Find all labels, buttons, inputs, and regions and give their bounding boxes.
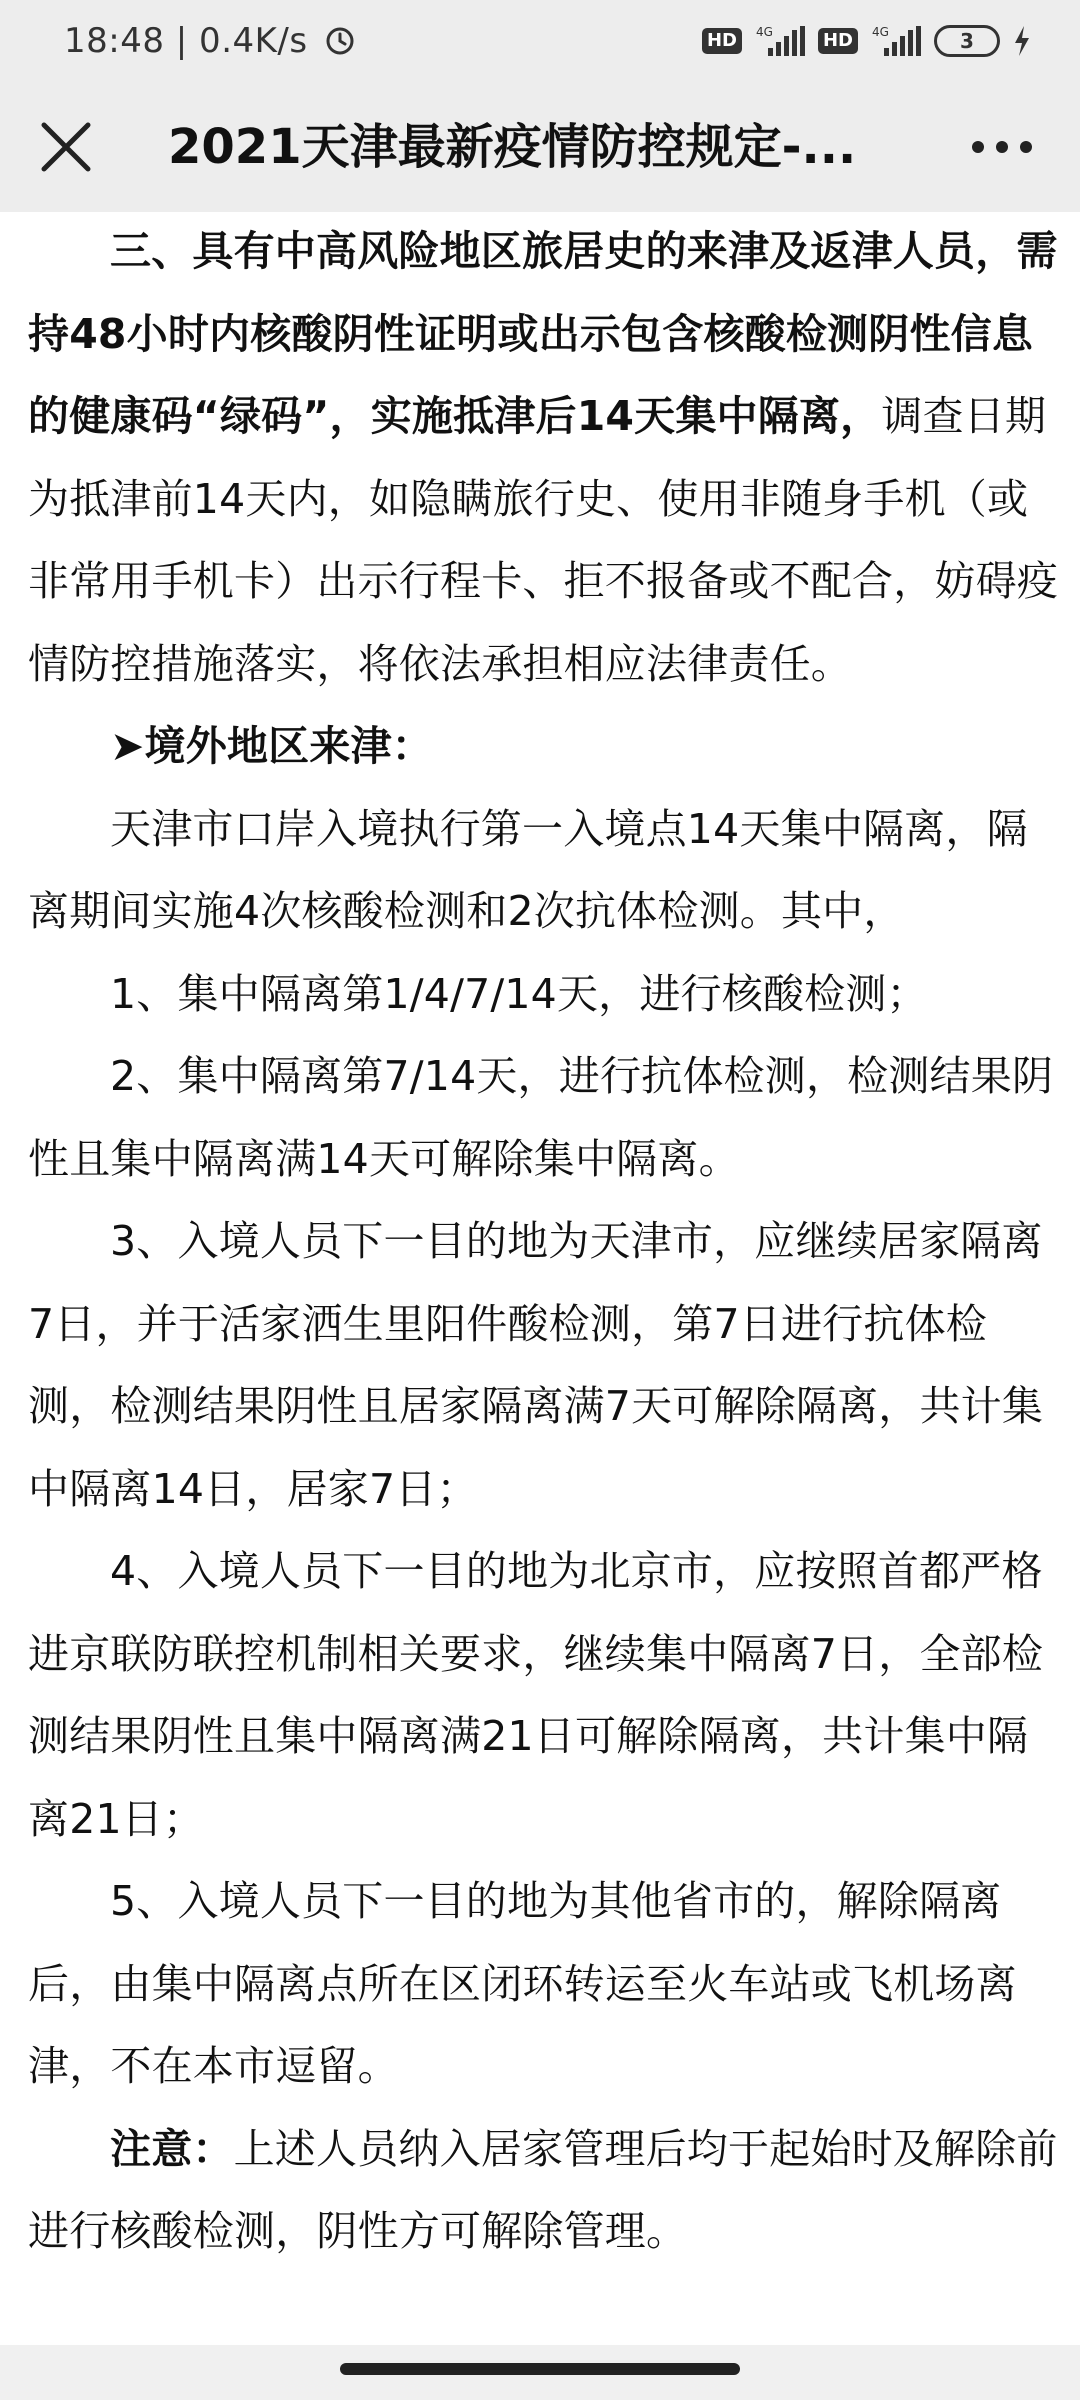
signal-icon-2: [870, 24, 922, 58]
paragraph-text: 调查日期为抵津前14天内，如隐瞒旅行史、使用非随身手机（或非常用手机卡）出示行程卡、拒不报备或不配合，妨碍疫情防控措施落实，将依法承担相应法律责任。: [28, 392, 1058, 688]
status-time: [64, 20, 357, 62]
section-heading: [28, 705, 1058, 788]
note-paragraph: [28, 2108, 1058, 2273]
note-label: 注意：: [110, 2124, 234, 2173]
article-paragraph-5: 3、入境人员下一目的地为天津市，应继续居家隔离7日，并于活家洒生里阳件酸检测，第7日进行抗体检测，检测结果阴性且居家隔离满7天可解除隔离，共计集中隔离14日，居家7日；: [28, 1217, 1044, 1513]
article-body: [28, 210, 1058, 2273]
close-button[interactable]: [28, 109, 104, 185]
heading-text: ➤境外地区来津：: [110, 722, 433, 770]
more-button[interactable]: [964, 109, 1040, 185]
article-paragraph-2: 天津市口岸入境执行第一入境点14天集中隔离，隔离期间实施4次核酸检测和2次抗体检测。其中，: [28, 804, 1028, 935]
hd-badge: HD: [702, 28, 742, 54]
article-paragraph-7: 5、入境人员下一目的地为其他省市的，解除隔离后，由集中隔离点所在区闭环转运至火车站或飞机场离津，不在本市逗留。: [28, 1877, 1017, 2090]
charging-icon: [1012, 24, 1032, 58]
article-paragraph-4: 2、集中隔离第7/14天，进行抗体检测，检测结果阴性且集中隔离满14天可解除集中隔离。: [28, 1052, 1054, 1183]
paragraph-bold-text: 三、具有中高风险地区旅居史的来津及返津人员，需持48小时内核酸阴性证明或出示包含核酸检测阴性信息的健康码“绿码”，实施抵津后14天集中隔离，: [28, 227, 1058, 440]
nav-bar: [0, 82, 1080, 212]
svg-text:4G: 4G: [755, 25, 773, 39]
network-speed: | 0.4K/s: [175, 21, 308, 61]
clock-text: 18:48: [64, 21, 165, 61]
note-text: 上述人员纳入居家管理后均于起始时及解除前进行核酸检测，阴性方可解除管理。: [28, 2124, 1058, 2255]
alarm-icon: [323, 23, 357, 57]
page-title: 2021天津最新疫情防控规定-...: [168, 119, 857, 175]
signal-icon: [754, 24, 806, 58]
battery-icon: 3: [934, 25, 1000, 57]
more-icon: [964, 109, 1040, 185]
article-paragraph-3: 1、集中隔离第1/4/7/14天，进行核酸检测；: [110, 969, 928, 1018]
svg-text:4G: 4G: [872, 25, 889, 39]
status-bar: [0, 0, 1080, 82]
hd-badge-2: HD: [818, 28, 858, 54]
article-paragraph-6: 4、入境人员下一目的地为北京市，应按照首都严格进京联防联控机制相关要求，继续集中隔离7日，全部检测结果阴性且集中隔离满21日可解除隔离，共计集中隔离21日；: [28, 1547, 1044, 1843]
home-indicator[interactable]: [340, 2363, 740, 2375]
article-paragraph-1: [28, 210, 1058, 705]
status-icons: [702, 20, 1032, 62]
close-icon: [28, 109, 104, 185]
